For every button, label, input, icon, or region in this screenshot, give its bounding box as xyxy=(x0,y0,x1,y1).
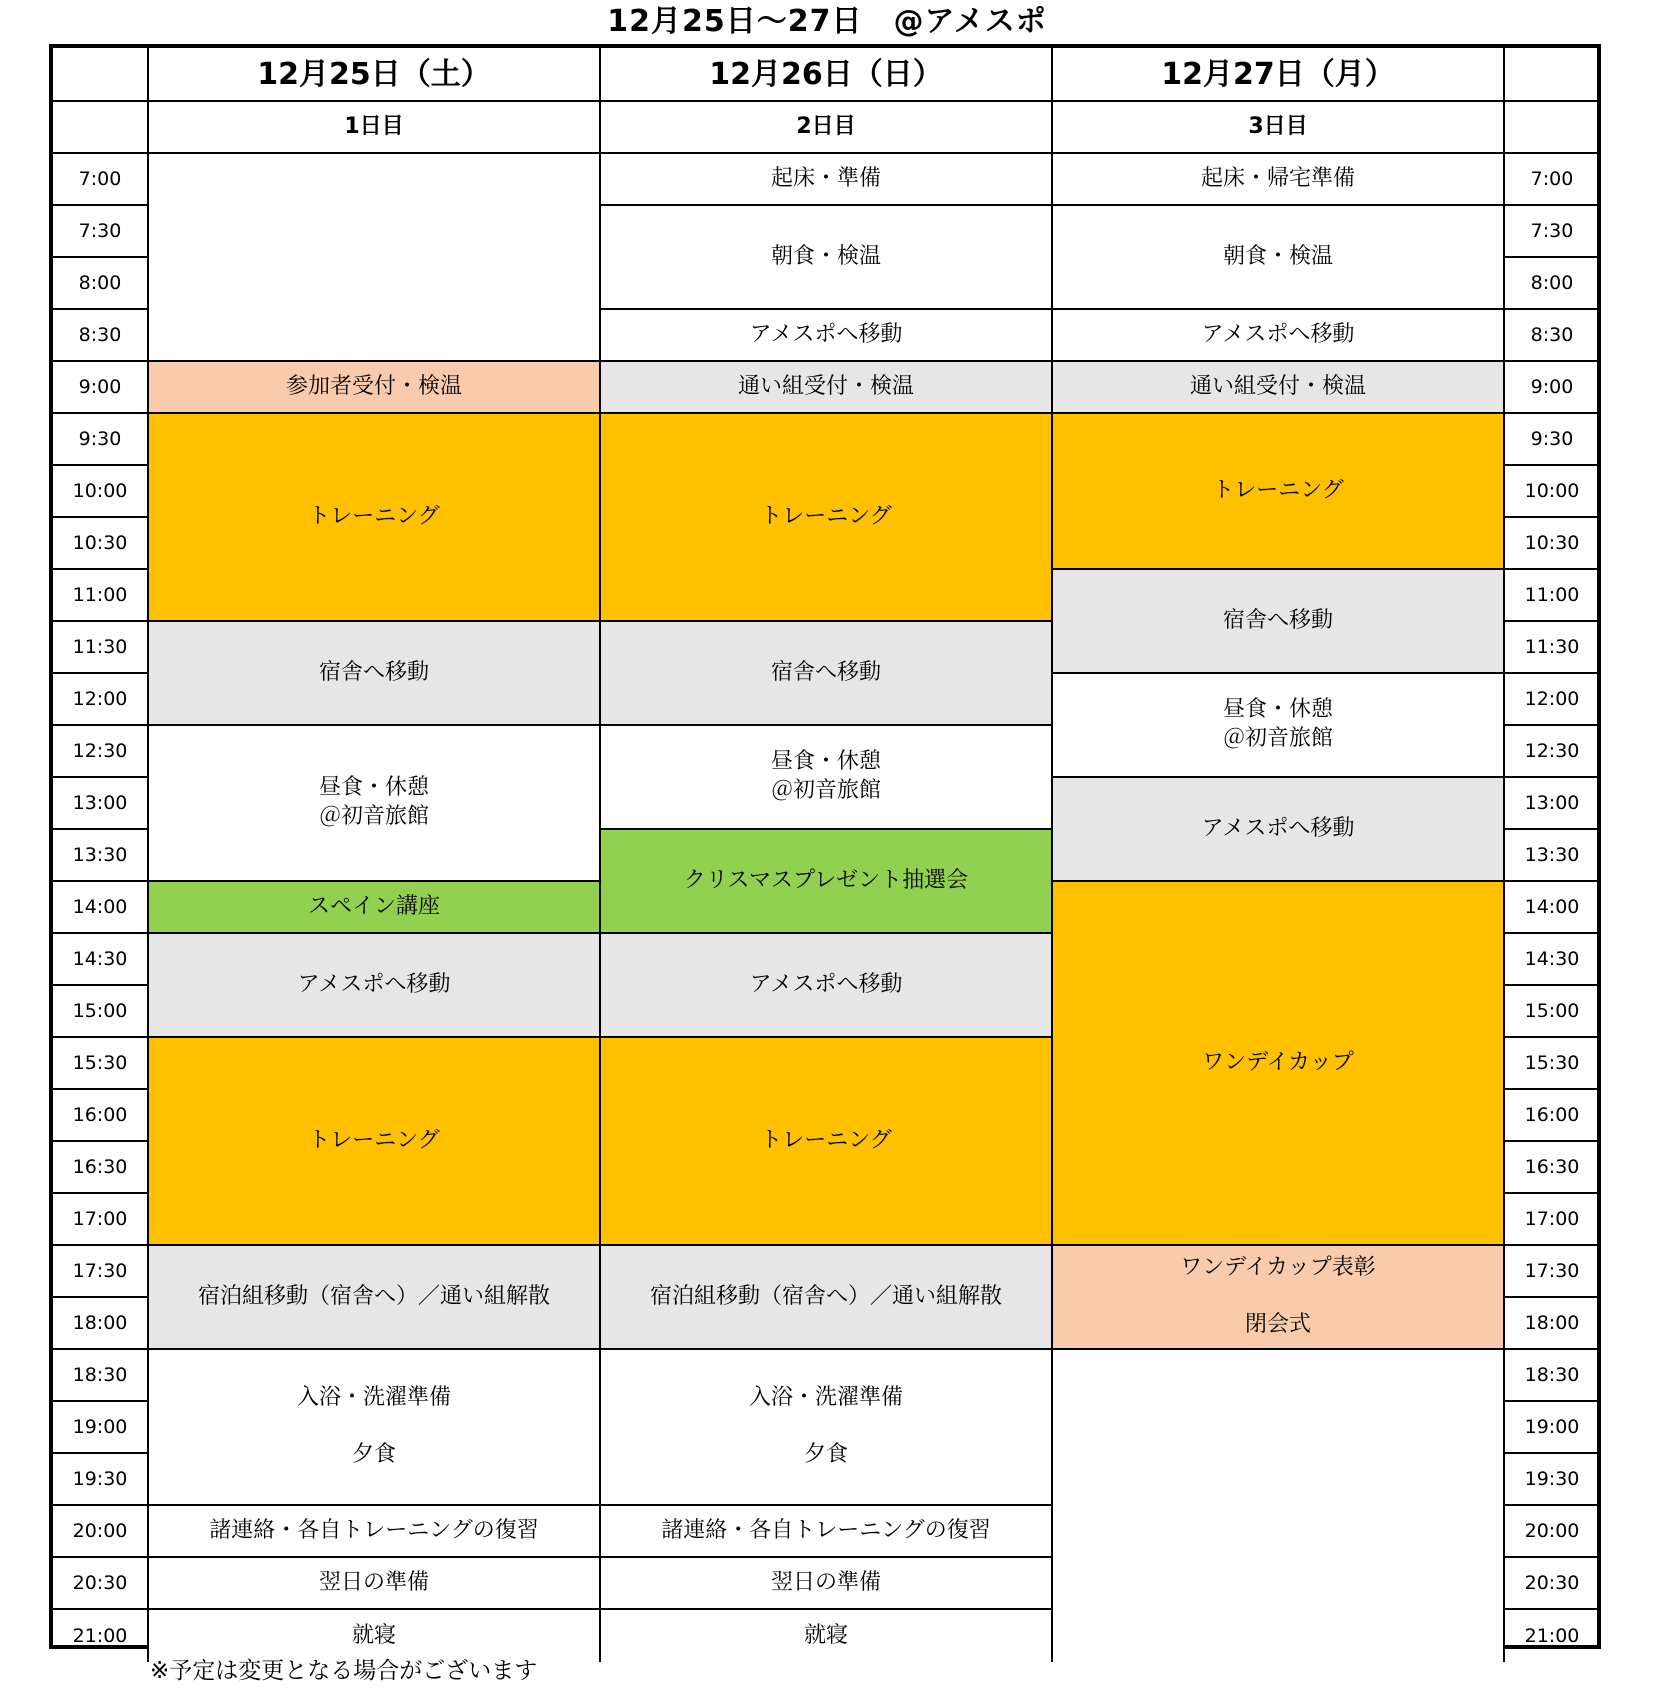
schedule-block: ワンデイカップ xyxy=(1053,882,1505,1246)
time-label-right: 14:30 xyxy=(1505,934,1599,986)
time-label-right: 18:00 xyxy=(1505,1298,1599,1350)
time-label-right: 10:30 xyxy=(1505,518,1599,570)
time-label-left: 9:00 xyxy=(53,362,149,414)
time-label-right: 7:00 xyxy=(1505,154,1599,206)
time-label-right: 10:00 xyxy=(1505,466,1599,518)
time-label-left: 14:00 xyxy=(53,882,149,934)
schedule-block: 宿舎へ移動 xyxy=(601,622,1053,726)
time-label-left: 18:30 xyxy=(53,1350,149,1402)
schedule-block: トレーニング xyxy=(601,414,1053,622)
schedule-block: トレーニング xyxy=(601,1038,1053,1246)
time-label-right: 15:00 xyxy=(1505,986,1599,1038)
schedule-block: 入浴・洗濯準備 夕食 xyxy=(601,1350,1053,1506)
schedule-block: 通い組受付・検温 xyxy=(601,362,1053,414)
schedule-block: スペイン講座 xyxy=(149,882,601,934)
schedule-block xyxy=(1053,1350,1505,1662)
schedule-block: 朝食・検温 xyxy=(601,206,1053,310)
schedule-block: アメスポへ移動 xyxy=(601,310,1053,362)
schedule-block: アメスポへ移動 xyxy=(601,934,1053,1038)
schedule-block: トレーニング xyxy=(1053,414,1505,570)
schedule-block: ワンデイカップ表彰 閉会式 xyxy=(1053,1246,1505,1350)
time-label-right: 15:30 xyxy=(1505,1038,1599,1090)
time-label-right: 17:30 xyxy=(1505,1246,1599,1298)
schedule-block: 宿舎へ移動 xyxy=(1053,570,1505,674)
time-label-left: 9:30 xyxy=(53,414,149,466)
corner-cell-right xyxy=(1505,102,1599,154)
corner-cell xyxy=(53,102,149,154)
time-label-right: 8:30 xyxy=(1505,310,1599,362)
time-label-right: 9:00 xyxy=(1505,362,1599,414)
time-label-left: 12:00 xyxy=(53,674,149,726)
schedule-table xyxy=(49,44,1601,1649)
time-label-left: 20:00 xyxy=(53,1506,149,1558)
schedule-block: 起床・帰宅準備 xyxy=(1053,154,1505,206)
footnote: ※予定は変更となる場合がございます xyxy=(150,1658,538,1684)
schedule-block: 諸連絡・各自トレーニングの復習 xyxy=(149,1506,601,1558)
time-label-left: 16:00 xyxy=(53,1090,149,1142)
time-label-right: 16:30 xyxy=(1505,1142,1599,1194)
schedule-block: 昼食・休憩 ＠初音旅館 xyxy=(601,726,1053,830)
time-label-left: 13:00 xyxy=(53,778,149,830)
schedule-block: 起床・準備 xyxy=(601,154,1053,206)
time-label-right: 16:00 xyxy=(1505,1090,1599,1142)
time-label-left: 21:00 xyxy=(53,1610,149,1662)
schedule-block: アメスポへ移動 xyxy=(149,934,601,1038)
time-label-right: 11:30 xyxy=(1505,622,1599,674)
time-label-left: 7:30 xyxy=(53,206,149,258)
time-label-left: 16:30 xyxy=(53,1142,149,1194)
schedule-block: 翌日の準備 xyxy=(601,1558,1053,1610)
schedule-block: トレーニング xyxy=(149,1038,601,1246)
schedule-block: 宿舎へ移動 xyxy=(149,622,601,726)
schedule-block: アメスポへ移動 xyxy=(1053,310,1505,362)
time-label-right: 12:00 xyxy=(1505,674,1599,726)
time-label-right: 14:00 xyxy=(1505,882,1599,934)
time-label-right: 19:30 xyxy=(1505,1454,1599,1506)
time-label-right: 21:00 xyxy=(1524,1624,1580,1647)
time-label-right: 18:30 xyxy=(1505,1350,1599,1402)
time-label-left: 14:30 xyxy=(53,934,149,986)
schedule-block: 翌日の準備 xyxy=(149,1558,601,1610)
time-label-left: 19:00 xyxy=(53,1402,149,1454)
time-label-right: 17:00 xyxy=(1505,1194,1599,1246)
time-label-right: 11:00 xyxy=(1505,570,1599,622)
day-3-label: 3日目 xyxy=(1053,102,1505,154)
schedule-block: 就寝 xyxy=(149,1610,601,1662)
time-label-left: 17:30 xyxy=(53,1246,149,1298)
day-1-date: 12月25日（土） xyxy=(149,48,601,102)
schedule-block: 通い組受付・検温 xyxy=(1053,362,1505,414)
time-label-left: 20:30 xyxy=(53,1558,149,1610)
time-label-left: 19:30 xyxy=(53,1454,149,1506)
time-label-right: 9:30 xyxy=(1505,414,1599,466)
time-label-right: 8:00 xyxy=(1505,258,1599,310)
schedule-block: クリスマスプレゼント抽選会 xyxy=(601,830,1053,934)
schedule-block: 朝食・検温 xyxy=(1053,206,1505,310)
time-label-left: 10:00 xyxy=(53,466,149,518)
day-1-label: 1日目 xyxy=(149,102,601,154)
time-label-right: 13:30 xyxy=(1505,830,1599,882)
time-label-left: 8:30 xyxy=(53,310,149,362)
schedule-block: 就寝 xyxy=(601,1610,1053,1662)
time-label-right: 20:00 xyxy=(1505,1506,1599,1558)
schedule-block: 宿泊組移動（宿舎へ）／通い組解散 xyxy=(149,1246,601,1350)
day-2-label: 2日目 xyxy=(601,102,1053,154)
time-label-left: 7:00 xyxy=(53,154,149,206)
schedule-block: 昼食・休憩 ＠初音旅館 xyxy=(149,726,601,882)
time-label-left: 15:30 xyxy=(53,1038,149,1090)
time-label-left: 11:30 xyxy=(53,622,149,674)
time-label-right: 19:00 xyxy=(1505,1402,1599,1454)
time-label-right: 20:30 xyxy=(1505,1558,1599,1610)
schedule-block: 昼食・休憩 ＠初音旅館 xyxy=(1053,674,1505,778)
day-3-date: 12月27日（月） xyxy=(1053,48,1505,102)
schedule-block: 宿泊組移動（宿舎へ）／通い組解散 xyxy=(601,1246,1053,1350)
day-2-date: 12月26日（日） xyxy=(601,48,1053,102)
time-label-left: 13:30 xyxy=(53,830,149,882)
corner-cell-right xyxy=(1505,48,1599,102)
schedule-block: 諸連絡・各自トレーニングの復習 xyxy=(601,1506,1053,1558)
time-label-left: 10:30 xyxy=(53,518,149,570)
time-label-left: 8:00 xyxy=(53,258,149,310)
time-label-right: 7:30 xyxy=(1505,206,1599,258)
schedule-block: アメスポへ移動 xyxy=(1053,778,1505,882)
time-label-left: 11:00 xyxy=(53,570,149,622)
time-label-left: 17:00 xyxy=(53,1194,149,1246)
page-title: 12月25日～27日 @アメスポ xyxy=(607,4,1047,39)
schedule-block: 入浴・洗濯準備 夕食 xyxy=(149,1350,601,1506)
time-label-left: 18:00 xyxy=(53,1298,149,1350)
time-label-left: 12:30 xyxy=(53,726,149,778)
time-label-left: 15:00 xyxy=(53,986,149,1038)
schedule-block: トレーニング xyxy=(149,414,601,622)
schedule-block: 参加者受付・検温 xyxy=(149,362,601,414)
time-label-right: 12:30 xyxy=(1505,726,1599,778)
corner-cell xyxy=(53,48,149,102)
time-label-right: 13:00 xyxy=(1505,778,1599,830)
schedule-block xyxy=(149,154,601,362)
